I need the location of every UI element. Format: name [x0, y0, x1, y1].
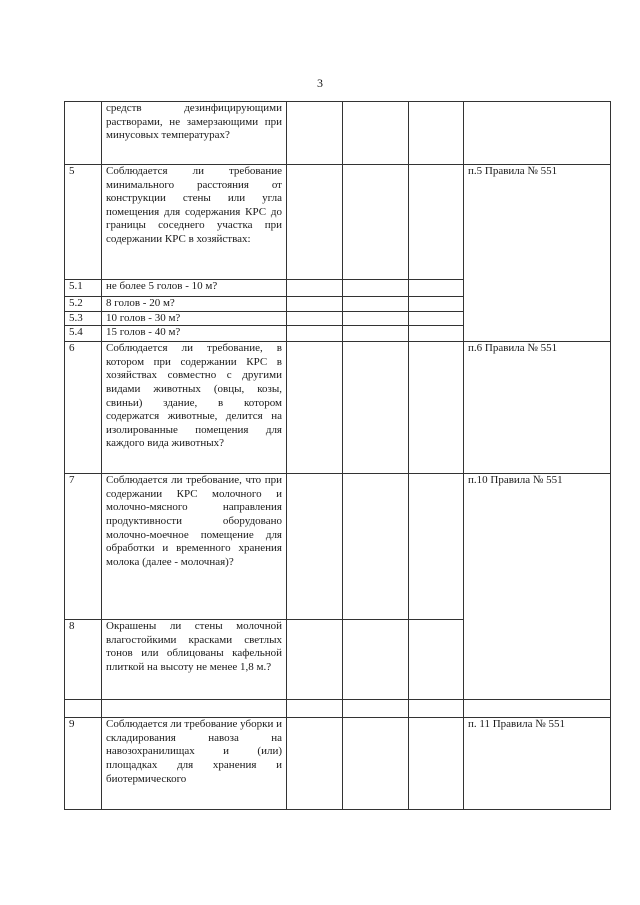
row-question: 15 голов - 40 м? [102, 326, 287, 342]
row-question: Соблюдается ли требование, что при содержании КРС молочного и молочно-мясного направления продуктивности оборудовано молочно-моечное помещение для обработки и временного хранения молока (далее - молочная)? [102, 474, 287, 620]
answer-cell-yes [287, 326, 343, 342]
row-reference: п.5 Правила № 551 [464, 165, 611, 342]
answer-cell-yes [287, 165, 343, 280]
answer-cell-yes [287, 280, 343, 297]
row-question: Соблюдается ли требование минимального расстояния от конструкции стены или угла помещения для содержания КРС до границы соседнего участка при содержании КРС в хозяйствах: [102, 165, 287, 280]
table-row [65, 718, 611, 810]
table-row [65, 474, 611, 620]
table-spacer-row [65, 700, 611, 718]
answer-cell-no [343, 620, 409, 700]
page-number: 3 [317, 76, 323, 90]
answer-cell-na [409, 718, 464, 810]
row-question: средств дезинфицирующими растворами, не замерзающими при минусовых температурах? [102, 102, 287, 165]
row-number: 5.1 [65, 280, 102, 297]
row-reference: п.10 Правила № 551 [464, 474, 611, 700]
answer-cell-yes [287, 102, 343, 165]
answer-cell-na [409, 102, 464, 165]
answer-cell-yes [287, 297, 343, 312]
row-number: 5.2 [65, 297, 102, 312]
table-row [65, 165, 611, 280]
table-row [65, 102, 611, 165]
answer-cell-no [343, 474, 409, 620]
answer-cell-na [409, 297, 464, 312]
answer-cell-yes [287, 474, 343, 620]
row-question: 10 голов - 30 м? [102, 311, 287, 326]
answer-cell-na [409, 311, 464, 326]
row-reference: п.6 Правила № 551 [464, 342, 611, 474]
answer-cell-na [409, 342, 464, 474]
answer-cell-no [343, 280, 409, 297]
answer-cell-no [343, 311, 409, 326]
answer-cell-yes [287, 620, 343, 700]
answer-cell-no [343, 297, 409, 312]
row-number: 7 [65, 474, 102, 620]
row-number: 5.3 [65, 311, 102, 326]
table-row [65, 342, 611, 474]
answer-cell-no [343, 165, 409, 280]
answer-cell-na [409, 326, 464, 342]
row-reference [464, 102, 611, 165]
row-reference: п. 11 Правила № 551 [464, 718, 611, 810]
answer-cell-na [409, 474, 464, 620]
row-question: Окрашены ли стены молочной влагостойкими красками светлых тонов или облицованы кафельной плиткой на высоту не менее 1,8 м.? [102, 620, 287, 700]
row-number: 9 [65, 718, 102, 810]
row-number: 6 [65, 342, 102, 474]
answer-cell-yes [287, 342, 343, 474]
answer-cell-na [409, 620, 464, 700]
row-question: Соблюдается ли требование уборки и складирования навоза на навозохранилищах и (или) площадках для хранения и биотермического [102, 718, 287, 810]
answer-cell-no [343, 342, 409, 474]
row-number: 8 [65, 620, 102, 700]
answer-cell-no [343, 102, 409, 165]
answer-cell-na [409, 165, 464, 280]
row-question: 8 голов - 20 м? [102, 297, 287, 312]
row-number: 5.4 [65, 326, 102, 342]
row-question: Соблюдается ли требование, в котором при содержании КРС в хозяйствах совместно с другими видами животных (овцы, козы, свиньи) здание, в котором содержатся животные, делится на изолированные помещения для каждого вида животных? [102, 342, 287, 474]
answer-cell-yes [287, 718, 343, 810]
checklist-table [64, 101, 611, 810]
answer-cell-yes [287, 311, 343, 326]
row-number: 5 [65, 165, 102, 280]
answer-cell-na [409, 280, 464, 297]
row-question: не более 5 голов - 10 м? [102, 280, 287, 297]
answer-cell-no [343, 326, 409, 342]
row-number [65, 102, 102, 165]
answer-cell-no [343, 718, 409, 810]
